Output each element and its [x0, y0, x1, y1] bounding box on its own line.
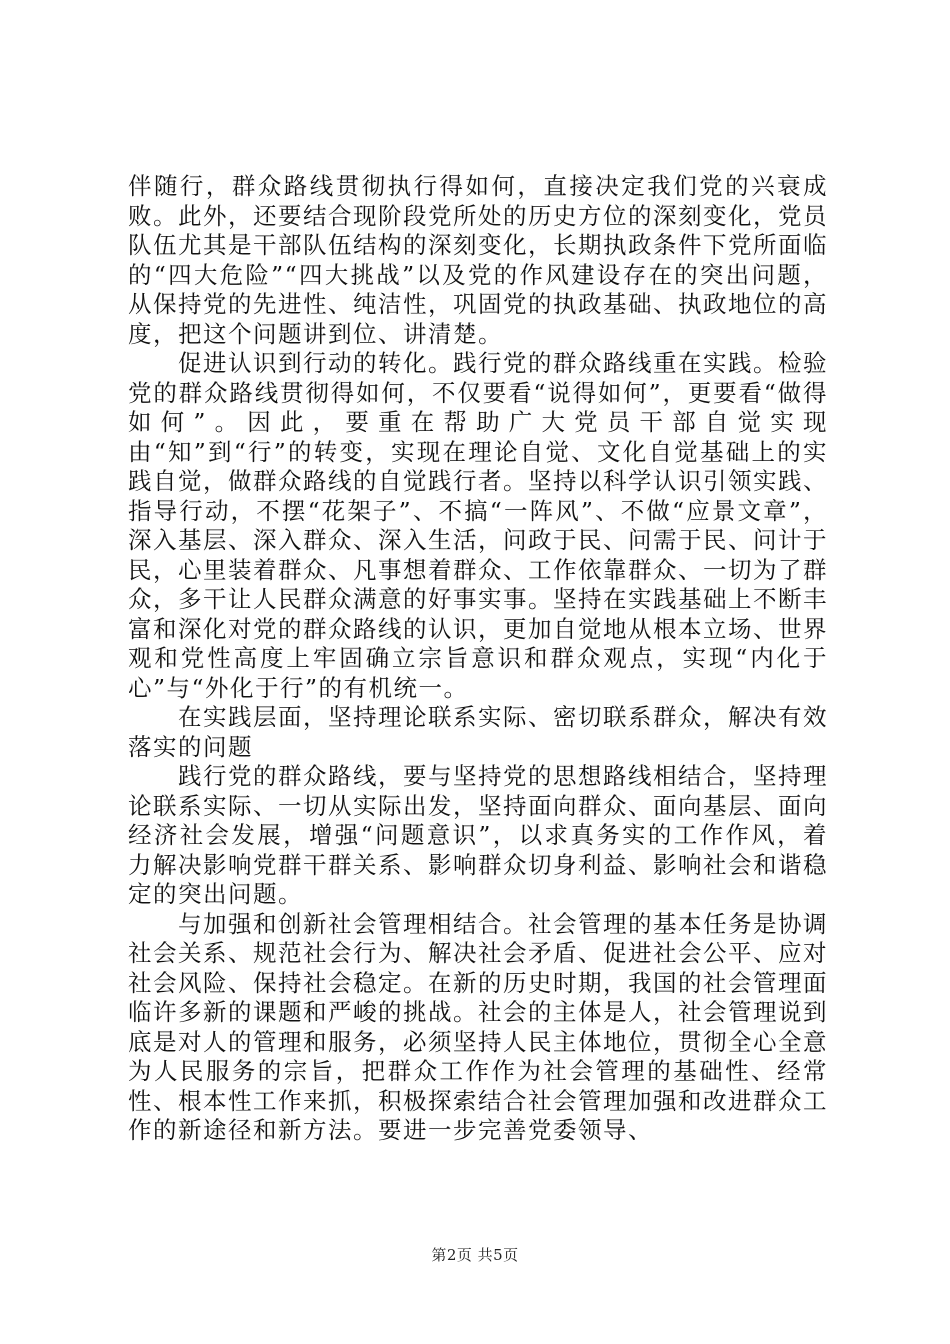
paragraph: 践行党的群众路线，要与坚持党的思想路线相结合，坚持理论联系实际、一切从实际出发，坚持面向群众、面向基层、面向经济社会发展，增强“问题意识”，以求真务实的工作作风，着力解决影响党群干群关系、影响群众切身利益、影响社会和谐稳定的突出问题。	[128, 762, 828, 908]
document-body	[128, 172, 828, 1146]
paragraph-continuation: 伴随行，群众路线贯彻执行得如何，直接决定我们党的兴衰成败。此外，还要结合现阶段党所处的历史方位的深刻变化，党员队伍尤其是干部队伍结构的深刻变化，长期执政条件下党所面临的“四大危险”“四大挑战”以及党的作风建设存在的突出问题，从保持党的先进性、纯洁性，巩固党的执政基础、执政地位的高度，把这个问题讲到位、讲清楚。	[128, 172, 828, 348]
page-footer: 第2页 共5页	[431, 1246, 519, 1264]
paragraph: 与加强和创新社会管理相结合。社会管理的基本任务是协调社会关系、规范社会行为、解决社会矛盾、促进社会公平、应对社会风险、保持社会稳定。在新的历史时期，我国的社会管理面临许多新的课题和严峻的挑战。社会的主体是人，社会管理说到底是对人的管理和服务，必须坚持人民主体地位，贯彻全心全意为人民服务的宗旨，把群众工作作为社会管理的基础性、经常性、根本性工作来抓，积极探索结合社会管理加强和改进群众工作的新途径和新方法。要进一步完善党委领导、	[128, 909, 828, 1144]
section-heading: 在实践层面，坚持理论联系实际、密切联系群众，解决有效落实的问题	[128, 703, 828, 761]
paragraph: 促进认识到行动的转化。践行党的群众路线重在实践。检验党的群众路线贯彻得如何，不仅要看“说得如何”，更要看“做得如何”。因此，要重在帮助广大党员干部自觉实现由“知”到“行”的转变，实现在理论自觉、文化自觉基础上的实践自觉，做群众路线的自觉践行者。坚持以科学认识引领实践、指导行动，不摆“花架子”、不搞“一阵风”、不做“应景文章”，深入基层、深入群众、深入生活，问政于民、问需于民、问计于民，心里装着群众、凡事想着群众、工作依靠群众、一切为了群众，多干让人民群众满意的好事实事。坚持在实践基础上不断丰富和深化对党的群众路线的认识，更加自觉地从根本立场、世界观和党性高度上牢固确立宗旨意识和群众观点，实现“内化于心”与“外化于行”的有机统一。	[128, 349, 828, 702]
